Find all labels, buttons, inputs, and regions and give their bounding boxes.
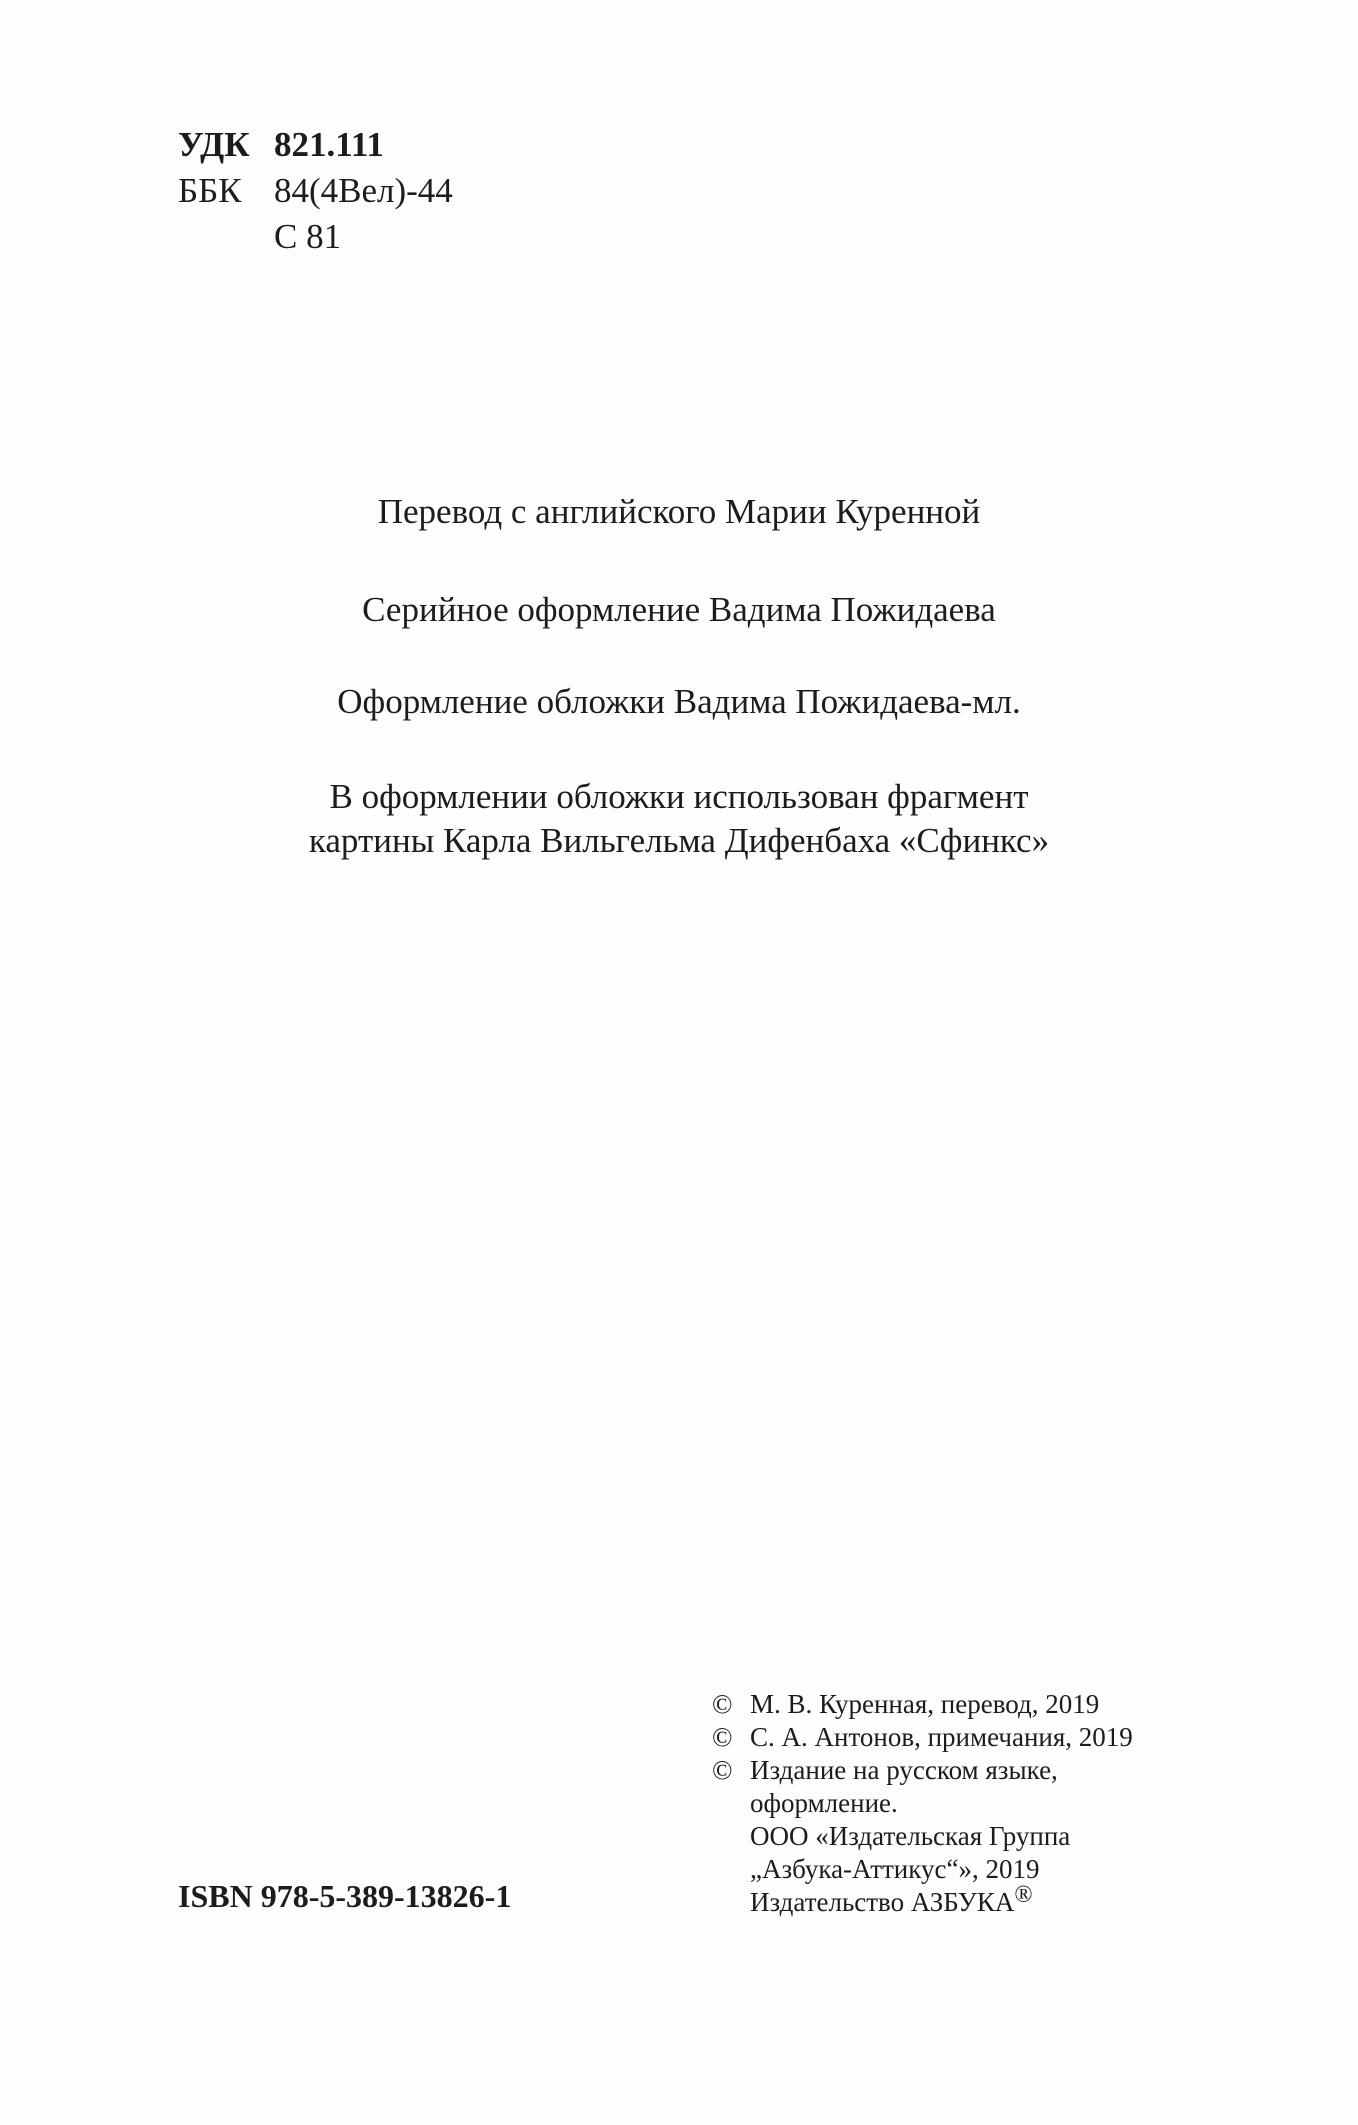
publisher-name: Издательство АЗБУКА [750, 1887, 1015, 1917]
cover-design-credit: Оформление обложки Вадима Пожидаева-мл. [337, 682, 1021, 721]
udk-row [178, 122, 453, 168]
bbk-label: ББК [178, 171, 242, 210]
cover-art-line-2: картины Карла Вильгельма Дифенбаха «Сфинкс» [308, 821, 1050, 860]
edition-line-4: „Азбука-Аттикус“», 2019 [750, 1854, 1040, 1884]
author-mark-row [178, 214, 453, 260]
copyright-text: М. В. Куренная, перевод, 2019 [750, 1689, 1100, 1719]
edition-line-2: оформление. [750, 1788, 898, 1818]
classification-block [178, 122, 453, 260]
udk-label: УДК [178, 125, 250, 164]
bbk-value: 84(4Вел)-44 [274, 171, 453, 210]
author-mark: С 81 [274, 217, 342, 256]
cover-art-credit [0, 775, 1358, 863]
edition-line-5 [750, 1882, 1070, 1919]
copyright-item-notes [712, 1721, 1312, 1754]
copyright-block [712, 1688, 1312, 1919]
series-design-credit: Серийное оформление Вадима Пожидаева [362, 590, 996, 629]
registered-mark: ® [1014, 1882, 1033, 1908]
copyright-symbol: © [712, 1689, 733, 1719]
copyright-text: С. А. Антонов, примечания, 2019 [750, 1722, 1133, 1752]
edition-line-1: Издание на русском языке, [750, 1755, 1058, 1785]
edition-line-3: ООО «Издательская Группа [750, 1821, 1071, 1851]
copyright-symbol: © [712, 1755, 733, 1785]
copyright-edition-text [750, 1754, 1070, 1919]
copyright-item-translation [712, 1688, 1312, 1721]
udk-value: 821.111 [274, 125, 384, 164]
bbk-row [178, 168, 453, 214]
translation-credit: Перевод с английского Марии Куренной [377, 492, 981, 531]
copyright-item-edition [712, 1754, 1312, 1919]
copyright-symbol: © [712, 1722, 733, 1752]
isbn: ISBN 978-5-389-13826-1 [178, 1878, 512, 1914]
cover-art-line-1: В оформлении обложки использован фрагмент [329, 777, 1029, 816]
